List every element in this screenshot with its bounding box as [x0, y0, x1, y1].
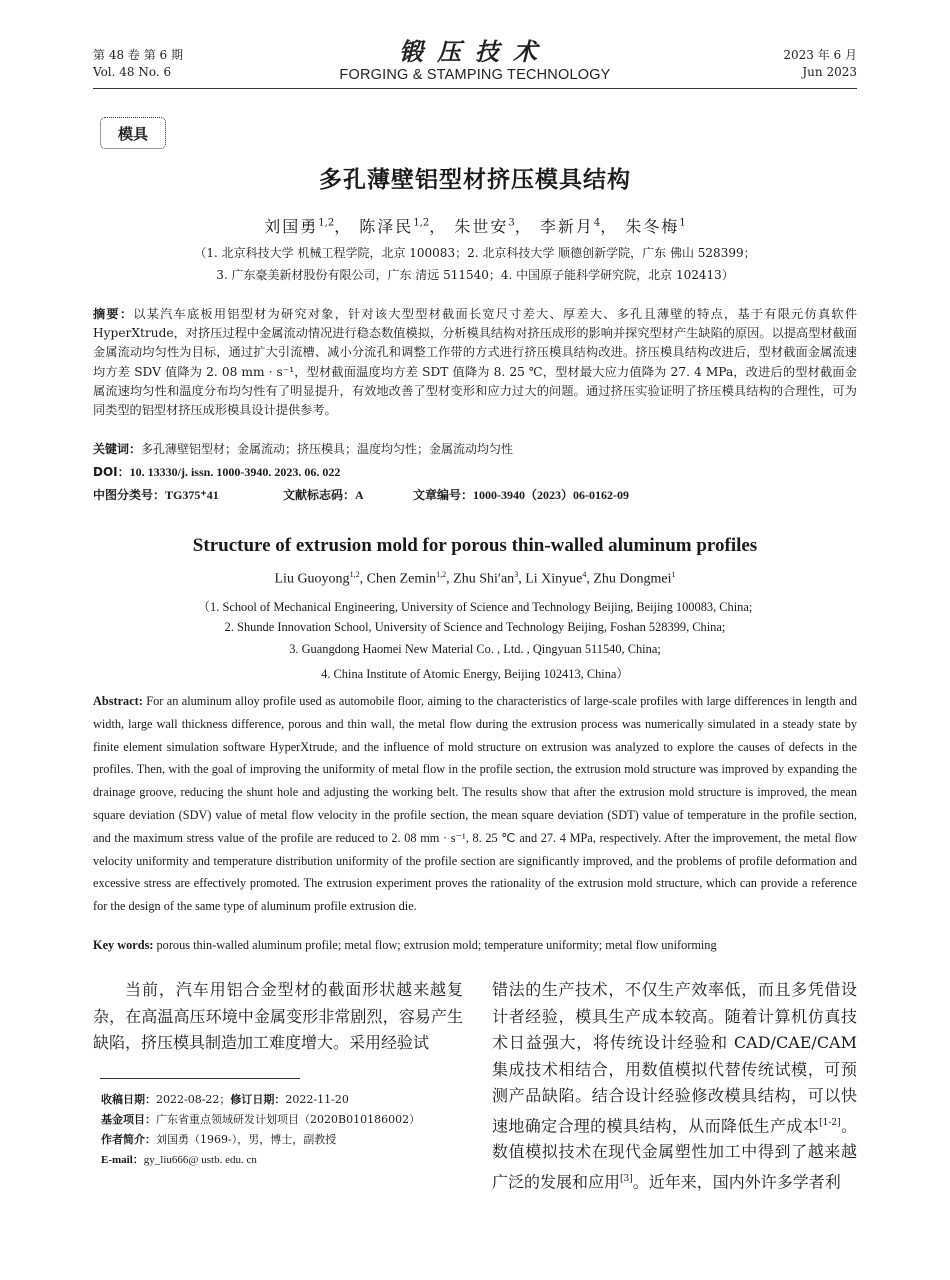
author-cn: 刘国勇	[264, 217, 319, 236]
journal-title-cn: 锻压技术	[399, 37, 551, 66]
keywords-en	[93, 937, 857, 953]
abstract-en-label: Abstract:	[93, 694, 143, 708]
footnote-label: 作者简介：	[101, 1133, 156, 1146]
keywords-en-label: Key words:	[93, 938, 154, 952]
footnote-author	[101, 1130, 471, 1150]
column-tag: 模具	[100, 117, 166, 149]
author-cn-sep: ，	[600, 217, 619, 236]
author-cn: 陈泽民	[359, 217, 414, 236]
author-en-affil: 1,2	[349, 570, 360, 579]
keywords-cn	[93, 440, 857, 458]
footnote-text: gy_liu666@ ustb. edu. cn	[143, 1154, 257, 1166]
header-date-en: Jun 2023	[802, 65, 857, 79]
doc-code-value: A	[355, 488, 364, 502]
keywords-cn-label: 关键词：	[93, 442, 142, 456]
authors-en	[0, 570, 950, 588]
author-cn-affil: 1,2	[318, 217, 335, 229]
clc-field	[93, 486, 283, 504]
clc-label: 中图分类号：	[93, 488, 166, 502]
doi-label: DOI：	[93, 465, 130, 479]
affiliation-en-line: （1. School of Mechanical Engineering, University of Science and Technology Beijing, Beijing 100083, China;	[197, 600, 753, 614]
abstract-cn-text: 以某汽车底板用铝型材为研究对象，针对该大型型材截面长宽尺寸差大、厚差大、多孔且薄壁的特点，基于有限元仿真软件 HyperXtrude，对挤压过程中金属流动情况进行稳态数值模拟，分析模具结构对挤压成形的影响并探究型材产生缺陷的原因。以提高型材截面金属流动均匀性为目标，通过扩大引流槽、减小分流孔和调整工作带的方式进行挤压模具结构改进。挤压模具结构改进后，型材截面金属流速均方差 SDV 值降为 2. 08 mm · s⁻¹，型材截面温度均方差 SDT 值降为 8. 25 ℃，型材最大应力值降为 27. 4 MPa，改进后的型材截面金属流速均匀性和温度分布均匀性有了明显提升，有效地改善了型材变形和应力过大的问题。通过挤压实验证明了挤压模具结构的合理性，可为同类型的铝型材挤压成形模具设计提供参考。	[93, 307, 858, 418]
footnote-label: 修订日期：	[230, 1093, 286, 1106]
affiliation-cn-line: 3. 广东豪美新材股份有限公司，广东 清远 511540；4. 中国原子能科学研究院，北京 102413）	[216, 268, 734, 282]
author-en-sep: ,	[446, 571, 454, 587]
author-en-affil: 1	[671, 570, 676, 579]
body-left-column: 当前，汽车用铝合金型材的截面形状越来越复杂，在高温高压环境中金属变形非常剧烈，容易产生缺陷，挤压模具制造加工难度增大。采用经验试	[93, 980, 463, 1052]
author-en: Li Xinyue	[525, 571, 583, 587]
author-en-affil: 3	[514, 570, 519, 579]
header-date	[783, 47, 857, 81]
author-en: Zhu Dongmei	[593, 571, 672, 587]
footnote-text: 2022-08-22；	[156, 1093, 231, 1106]
body-right-column	[492, 977, 857, 1196]
footnote-label: 收稿日期：	[101, 1093, 156, 1106]
author-en: Zhu Shi′an	[453, 571, 515, 587]
author-cn-affil: 3	[508, 217, 515, 229]
citation: [3]	[620, 1173, 633, 1184]
header-date-cn: 2023 年 6 月	[783, 48, 857, 62]
article-number-field	[413, 488, 629, 502]
doc-code-field	[283, 486, 413, 504]
abstract-cn-label: 摘要：	[93, 307, 134, 321]
footnote-text: 2022-11-20	[285, 1093, 349, 1106]
footnote-received	[101, 1090, 471, 1110]
footnote-fund	[101, 1110, 471, 1130]
footnote-label: E-mail：	[101, 1154, 144, 1166]
author-cn-affil: 1	[679, 217, 686, 229]
footnote-text: 广东省重点领域研发计划项目（2020B010186002）	[156, 1113, 421, 1126]
doi-value: 10. 13330/j. issn. 1000-3940. 2023. 06. 022	[129, 465, 341, 479]
authors-cn	[0, 214, 950, 237]
keywords-en-text: porous thin-walled aluminum profile; metal flow; extrusion mold; temperature uniformity; metal flow uniforming	[153, 938, 717, 952]
header-volume-en: Vol. 48 No. 6	[93, 65, 172, 79]
footnote-label: 基金项目：	[101, 1113, 156, 1126]
author-en-sep: ,	[359, 571, 367, 587]
header-volume-cn: 第 48 卷 第 6 期	[93, 48, 183, 62]
author-en-affil: 1,2	[436, 570, 447, 579]
footnote-text: 刘国勇（1969-），男，博士，副教授	[156, 1133, 337, 1146]
citation: [1-2]	[819, 1117, 841, 1128]
footnote-rule	[100, 1078, 300, 1079]
affiliation-en-line: 4. China Institute of Atomic Energy, Beijing 102413, China）	[321, 667, 629, 681]
keywords-cn-text: 多孔薄壁铝型材；金属流动；挤压模具；温度均匀性；金属流动均匀性	[141, 442, 514, 456]
doi	[93, 463, 857, 481]
author-en: Liu Guoyong	[274, 571, 350, 587]
author-cn-affil: 4	[593, 217, 601, 229]
author-cn-sep: ，	[334, 217, 353, 236]
body-right-text: 。近年来，国内外许多学者利	[632, 1172, 841, 1192]
body-right-text: 。数值模拟技术在现代金属塑性加工中得到了越来越广泛的发展和应用	[492, 1115, 857, 1192]
abstract-en-text: For an aluminum alloy profile used as automobile floor, aiming to the characteristics of large-scale profiles with large differences in length and width, large wall thickness difference, porous and thin wall, the metal flow during the extrusion process was numerically simulated in a steady state by finite element simulation software HyperXtrude, and the influence of mold structure on extrusion was analyzed to explore the causes of defects in the profiles. Then, with the goal of improving the uniformity of metal flow in the profile section, the extrusion mold structure was improved by expanding the drainage groove, reducing the shunt hole and adjusting the working belt. The results show that after the extrusion mold structure is improved, the mean square deviation (SDV) value of metal flow velocity in the profile section, the mean square deviation (SDT) value of temperature in the profile section, and the maximum stress value of the profile are reduced to 2. 08 mm · s⁻¹, 8. 25 ℃ and 27. 4 MPa, respectively. After the improvement, the metal flow velocity uniformity and temperature distribution uniformity of the profile section are significantly improved, and the problems of profile deformation and excessive stress are effectively promoted. The extrusion experiment proves the rationality of the extrusion mold structure, which can provide a reference for the design of the same type of aluminum profile extrusion die.	[93, 694, 857, 914]
footnote-email	[101, 1150, 471, 1171]
article-number-value: 1000-3940（2023）06-0162-09	[473, 488, 630, 502]
abstract-en	[93, 690, 857, 918]
abstract-cn	[93, 305, 857, 420]
author-cn: 李新月	[539, 217, 594, 236]
author-cn-affil: 1,2	[413, 217, 430, 229]
author-cn: 朱冬梅	[625, 217, 680, 236]
paper-title-cn: 多孔薄壁铝型材挤压模具结构	[319, 167, 631, 193]
journal-title-en: FORGING & STAMPING TECHNOLOGY	[339, 67, 611, 83]
author-cn: 朱世安	[454, 217, 509, 236]
header-rule	[93, 88, 857, 89]
author-en-sep: ,	[586, 571, 594, 587]
author-cn-sep: ，	[514, 217, 533, 236]
author-en: Chen Zemin	[366, 571, 437, 587]
author-en-affil: 4	[582, 570, 587, 579]
affiliation-en-line: 2. Shunde Innovation School, University of Science and Technology Beijing, Foshan 528399, China;	[224, 620, 726, 634]
affiliation-cn-line: （1. 北京科技大学 机械工程学院，北京 100083；2. 北京科技大学 顺德创新学院，广东 佛山 528399；	[194, 246, 756, 260]
doc-code-label: 文献标志码：	[283, 488, 356, 502]
paper-title-en: Structure of extrusion mold for porous thin-walled aluminum profiles	[192, 535, 758, 556]
clc-value: TG375⁺41	[165, 488, 219, 502]
article-number-label: 文章编号：	[413, 488, 474, 502]
author-cn-sep: ，	[429, 217, 448, 236]
body-right-text: 错法的生产技术，不仅生产效率低，而且多凭借设计者经验，模具生产成本较高。随着计算机仿真技术日益强大，将传统设计经验和 CAD/CAE/CAM 集成技术相结合，用数值模拟代替传统试模，可预测产品缺陷。结合设计经验修改模具结构，可以快速地确定合理的模具结构，从而降低生产成本	[492, 980, 857, 1135]
affiliation-en-line: 3. Guangdong Haomei New Material Co. , Ltd. , Qingyuan 511540, China;	[289, 642, 661, 656]
author-en-sep: ,	[518, 571, 526, 587]
classification-row	[93, 486, 857, 504]
